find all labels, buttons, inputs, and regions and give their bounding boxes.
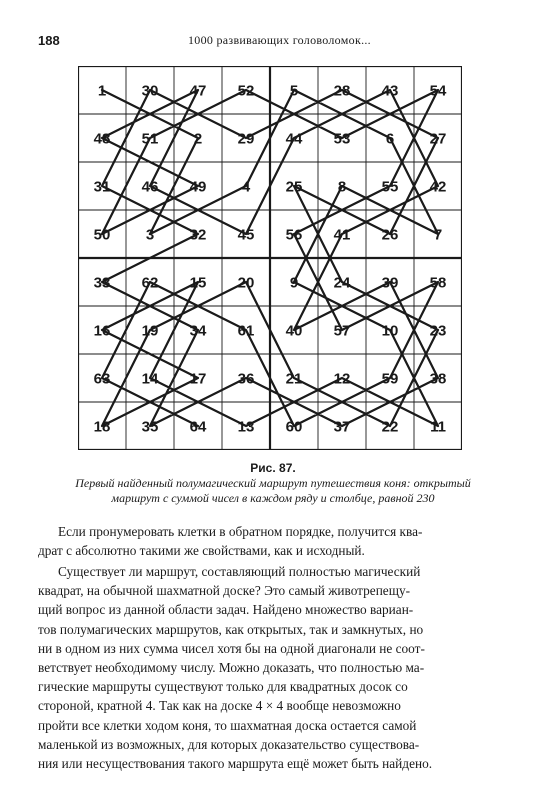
cell-number: 25: [285, 178, 303, 196]
para2-line: ветствует необходимому числу. Можно доказать, что полностью ма-: [38, 660, 425, 676]
cell-number: 33: [93, 274, 111, 292]
cell-number: 17: [189, 370, 207, 388]
para2-line: тов полумагических маршрутов, как открытых, так и замкнутых, но: [38, 621, 424, 637]
cell-number: 5: [289, 82, 299, 100]
cell-number: 26: [381, 226, 399, 244]
cell-number: 52: [237, 82, 255, 100]
cell-number: 1: [97, 82, 107, 100]
para2-line: маленькой из возможных, для которых доказательство существова-: [38, 736, 420, 752]
cell-number: 13: [237, 418, 255, 436]
para2-line: ния или несуществования такого маршрута ещё может быть найдено.: [38, 756, 433, 772]
cell-number: 3: [145, 226, 155, 244]
cell-number: 50: [93, 226, 111, 244]
cell-number: 11: [430, 418, 446, 436]
paragraph-1: [38, 522, 508, 560]
cell-number: 14: [141, 370, 159, 388]
cell-number: 53: [333, 130, 351, 148]
para2-line: гические маршруты существуют только для квадратных досок со: [38, 679, 408, 695]
para2-line: щий вопрос из данной области задач. Найдено множество вариан-: [38, 602, 414, 618]
caption-line-2: маршрут с суммой чисел в каждом ряду и столбце, равной 230: [111, 491, 435, 505]
paragraph-2: [38, 562, 508, 773]
cell-number: 15: [189, 274, 207, 292]
para2-line: Существует ли маршрут, составляющий полностью магический: [58, 564, 421, 579]
cell-number: 43: [381, 82, 399, 100]
cell-number: 48: [93, 130, 111, 148]
cell-number: 63: [93, 370, 111, 388]
cell-number: 31: [93, 178, 111, 196]
cell-number: 61: [237, 322, 255, 340]
cell-number: 8: [337, 178, 347, 196]
cell-number: 21: [285, 370, 303, 388]
para2-line: квадрат, на обычной шахматной доске? Это самый животрепещу-: [38, 583, 411, 599]
cell-number: 24: [333, 274, 351, 292]
cell-number: 38: [429, 370, 447, 388]
cell-number: 16: [93, 322, 111, 340]
knight-tour-board: [78, 66, 462, 450]
cell-number: 32: [189, 226, 207, 244]
cell-number: 55: [381, 178, 399, 196]
cell-number: 56: [285, 226, 303, 244]
board-svg: [78, 66, 462, 450]
cell-number: 12: [333, 370, 351, 388]
page-header: [38, 33, 508, 49]
cell-number: 10: [381, 322, 399, 340]
para1-line-1: Если пронумеровать клетки в обратном порядке, получится ква-: [58, 524, 423, 539]
cell-number: 4: [241, 178, 251, 196]
figure-label: Рис. 87.: [250, 461, 296, 475]
cell-number: 59: [381, 370, 399, 388]
running-title: 1000 развивающих головоломок...: [188, 33, 371, 47]
cell-number: 29: [237, 130, 255, 148]
cell-number: 46: [141, 178, 159, 196]
figure-caption: [50, 476, 496, 506]
caption-line-1: Первый найденный полумагический маршрут путешествия коня: открытый: [75, 476, 471, 490]
cell-number: 60: [285, 418, 303, 436]
cell-number: 28: [333, 82, 351, 100]
cell-number: 49: [189, 178, 207, 196]
page-number: 188: [38, 33, 60, 48]
cell-number: 2: [193, 130, 203, 148]
cell-number: 35: [141, 418, 159, 436]
cell-number: 44: [285, 130, 303, 148]
cell-number: 34: [189, 322, 207, 340]
cell-number: 58: [429, 274, 447, 292]
cell-number: 64: [189, 418, 207, 436]
cell-number: 54: [429, 82, 447, 100]
cell-number: 36: [237, 370, 255, 388]
para2-line: пройти все клетки ходом коня, то шахматная доска остается самой: [38, 717, 417, 733]
cell-number: 57: [333, 322, 351, 340]
cell-number: 18: [93, 418, 111, 436]
para1-line-2: драт с абсолютно такими же свойствами, как и исходный.: [38, 543, 365, 559]
cell-number: 7: [433, 226, 443, 244]
cell-number: 45: [237, 226, 255, 244]
cell-number: 23: [429, 322, 447, 340]
cell-number: 6: [385, 130, 395, 148]
cell-number: 41: [333, 226, 351, 244]
cell-number: 37: [333, 418, 351, 436]
cell-number: 20: [237, 274, 255, 292]
cell-number: 39: [381, 274, 399, 292]
cell-number: 30: [141, 82, 159, 100]
cell-number: 51: [141, 130, 159, 148]
cell-number: 19: [141, 322, 159, 340]
para2-line: стороной, кратной 4. Так как на доске 4 × 4 вообще невозможно: [38, 698, 401, 714]
cell-number: 42: [429, 178, 447, 196]
para2-line: ни в одном из них сумма чисел хотя бы на одной диагонали не соот-: [38, 640, 425, 656]
cell-number: 62: [141, 274, 159, 292]
cell-number: 47: [189, 82, 207, 100]
cell-number: 9: [289, 274, 299, 292]
cell-number: 40: [285, 322, 303, 340]
cell-number: 22: [381, 418, 399, 436]
cell-number: 27: [429, 130, 447, 148]
